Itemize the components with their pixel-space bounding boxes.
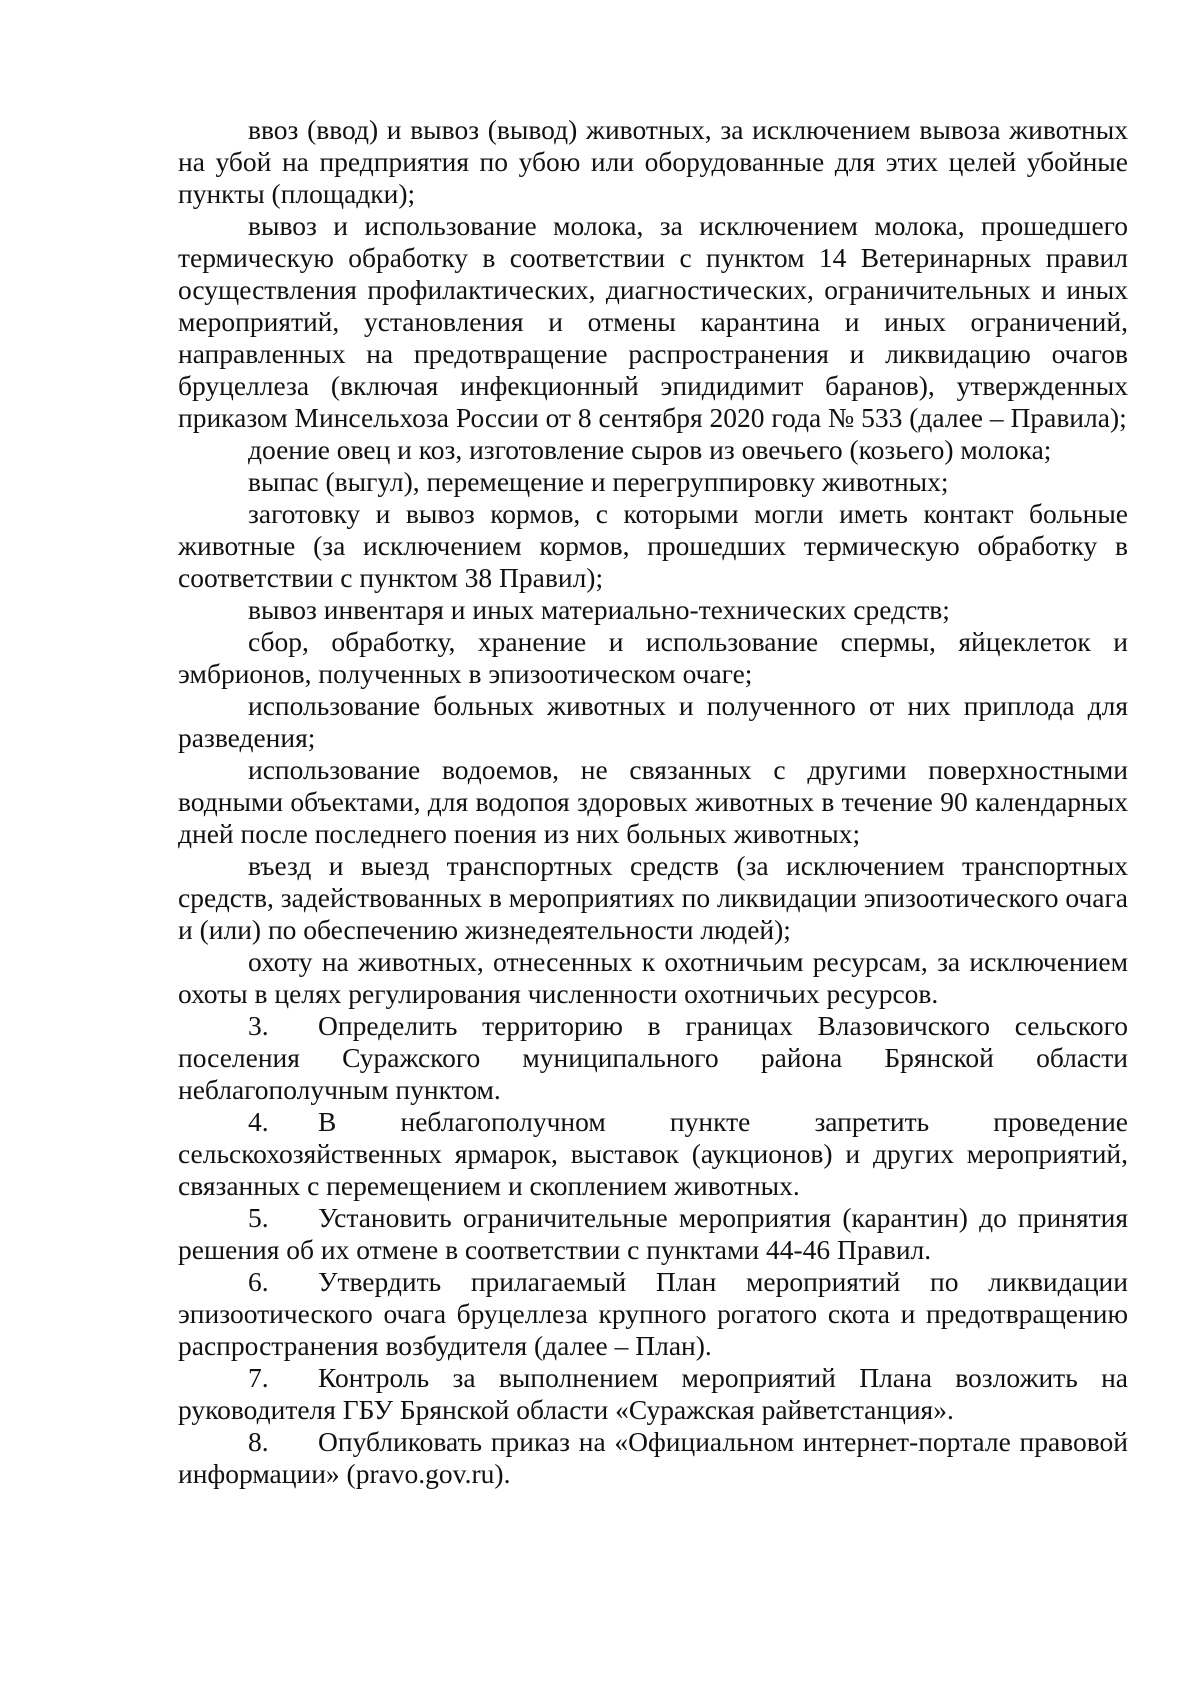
numbered-item-4 — [178, 1106, 1128, 1202]
item-number: 3. — [248, 1010, 269, 1041]
item-number: 8. — [248, 1426, 269, 1457]
paragraph-milking: доение овец и коз, изготовление сыров из овечьего (козьего) молока; — [248, 434, 1052, 465]
numbered-item-6 — [178, 1266, 1128, 1362]
item-number: 4. — [248, 1106, 269, 1137]
numbered-item-8 — [178, 1426, 1128, 1490]
paragraph-water: использование водоемов, не связанных с другими поверхностными водными объектами, для водопоя здоровых животных в течение 90 календарных дней после последнего поения из них больных животных; — [178, 754, 1128, 849]
paragraph-sperm: сбор, обработку, хранение и использование спермы, яйцеклеток и эмбрионов, полученных в эпизоотическом очаге; — [178, 626, 1128, 689]
paragraph-import-export: ввоз (ввод) и вывоз (вывод) животных, за исключением вывоза животных на убой на предприятия по убою или оборудованные для этих целей убойные пункты (площадки); — [178, 114, 1128, 209]
item-text: Контроль за выполнением мероприятий Плана возложить на руководителя ГБУ Брянской области «Суражская райветстанция». — [178, 1362, 1128, 1425]
item-text: Установить ограничительные мероприятия (карантин) до принятия решения об их отмене в соответствии с пунктами 44-46 Правил. — [178, 1202, 1128, 1265]
paragraph-transport: въезд и выезд транспортных средств (за исключением транспортных средств, задействованных в мероприятиях по ликвидации эпизоотического очага и (или) по обеспечению жизнедеятельности людей); — [178, 850, 1128, 945]
paragraph-hunting: охоту на животных, отнесенных к охотничьим ресурсам, за исключением охоты в целях регулирования численности охотничьих ресурсов. — [178, 946, 1128, 1009]
numbered-item-5 — [178, 1202, 1128, 1266]
item-text: В неблагополучном пункте запретить проведение сельскохозяйственных ярмарок, выставок (аукционов) и других мероприятий, связанных с перемещением и скоплением животных. — [178, 1106, 1128, 1201]
item-text: Опубликовать приказ на «Официальном интернет-портале правовой информации» (pravo.gov.ru). — [178, 1426, 1128, 1489]
paragraph-milk: вывоз и использование молока, за исключением молока, прошедшего термическую обработку в соответствии с пунктом 14 Ветеринарных правил осуществления профилактических, диагностических, ограничительных и иных мероприятий, установления и отмены карантина и иных ограничений, направленных на предотвращение распространения и ликвидацию очагов бруцеллеза (включая инфекционный эпидидимит баранов), утвержденных приказом Минсельхоза России от 8 сентября 2020 года № 533 (далее – Правила); — [178, 210, 1128, 433]
item-number: 5. — [248, 1202, 269, 1233]
item-number: 6. — [248, 1266, 269, 1297]
paragraph-breeding: использование больных животных и полученного от них приплода для разведения; — [178, 690, 1128, 753]
item-text: Утвердить прилагаемый План мероприятий по ликвидации эпизоотического очага бруцеллеза крупного рогатого скота и предотвращению распространения возбудителя (далее – План). — [178, 1266, 1128, 1361]
paragraph-feed: заготовку и вывоз кормов, с которыми могли иметь контакт больные животные (за исключением кормов, прошедших термическую обработку в соответствии с пунктом 38 Правил); — [178, 498, 1128, 593]
numbered-item-3 — [178, 1010, 1128, 1106]
paragraph-grazing: выпас (выгул), перемещение и перегруппировку животных; — [248, 466, 949, 497]
document-body — [178, 114, 1128, 1490]
paragraph-inventory: вывоз инвентаря и иных материально-технических средств; — [248, 594, 950, 625]
item-number: 7. — [248, 1362, 269, 1393]
numbered-item-7 — [178, 1362, 1128, 1426]
item-text: Определить территорию в границах Влазовичского сельского поселения Суражского муниципального района Брянской области неблагополучным пунктом. — [178, 1010, 1128, 1105]
